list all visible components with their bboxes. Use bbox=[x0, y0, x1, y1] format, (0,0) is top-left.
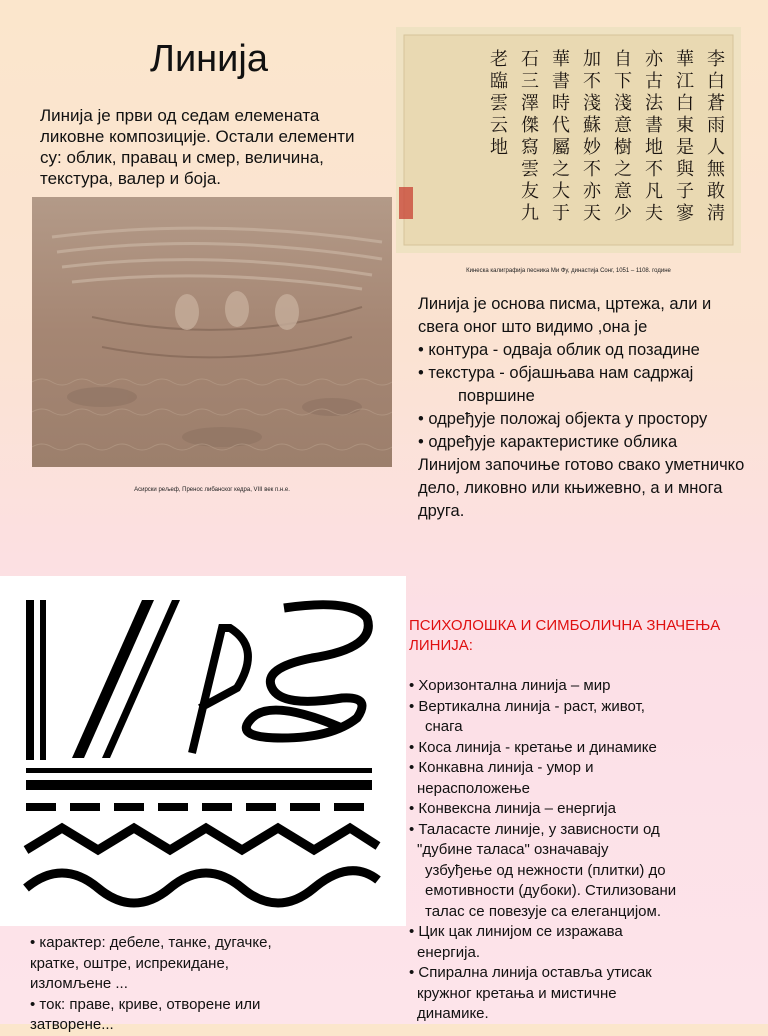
calligraphy-glyph: 加 bbox=[583, 49, 601, 70]
calligraphy-glyph: 人 bbox=[707, 137, 725, 158]
calligraphy-glyph: 亦 bbox=[583, 181, 601, 202]
calligraphy-glyph: 意 bbox=[614, 115, 632, 136]
calligraphy-glyph: 傑 bbox=[521, 115, 539, 136]
psychological-meanings bbox=[409, 616, 749, 1025]
psy-wavy-cont3: емотивности (дубоки). Стилизовани bbox=[425, 882, 677, 899]
calligraphy-glyph: 白 bbox=[707, 71, 725, 92]
calligraphy-glyph: 地 bbox=[490, 137, 508, 158]
chinese-calligraphy-image bbox=[396, 27, 741, 253]
calligraphy-glyph: 淺 bbox=[583, 93, 601, 114]
calligraphy-glyph: 華 bbox=[552, 49, 570, 70]
char-line5: затворене... bbox=[30, 1016, 114, 1033]
psychology-list bbox=[409, 676, 749, 1025]
calligraphy-glyph: 澤 bbox=[521, 93, 539, 114]
char-line2: кратке, оштре, испрекидане, bbox=[30, 954, 229, 972]
char-line3: изломљене ... bbox=[30, 975, 128, 992]
calligraphy-glyph: 寥 bbox=[676, 203, 694, 224]
calligraphy-glyph: 東 bbox=[676, 115, 694, 136]
calligraphy-glyph: 地 bbox=[645, 137, 663, 158]
calligraphy-glyph: 于 bbox=[552, 203, 570, 224]
calligraphy-glyph: 之 bbox=[614, 159, 632, 180]
calligraphy-glyph: 雲 bbox=[521, 159, 539, 180]
psy-wavy-cont4: талас се повезује са елеганцијом. bbox=[425, 902, 661, 920]
line-examples-illustration bbox=[12, 588, 392, 918]
calligraphy-glyph: 子 bbox=[676, 181, 694, 202]
psy-vertical-cont: снага bbox=[425, 718, 463, 735]
psy-wavy: • Таласасте линије, у зависности од bbox=[409, 820, 660, 838]
calligraphy-glyph: 大 bbox=[552, 181, 570, 202]
psy-spiral-cont1: кружног кретања и мистичне bbox=[417, 984, 617, 1002]
line-lead: Линија је основа писма, цртежа, али и свега оног што видимо ,она је bbox=[418, 295, 712, 336]
calligraphy-glyph: 江 bbox=[676, 71, 694, 92]
calligraphy-glyph: 蒼 bbox=[707, 93, 725, 114]
calligraphy-glyph: 時 bbox=[552, 93, 570, 114]
calligraphy-glyph: 云 bbox=[490, 115, 508, 136]
bullet-texture: • текстура - објашњава нам садржај bbox=[418, 364, 694, 382]
calligraphy-glyph: 無 bbox=[707, 159, 725, 180]
char-line1: • карактер: дебеле, танке, дугачке, bbox=[30, 934, 272, 951]
calligraphy-glyph: 樹 bbox=[614, 137, 632, 158]
calligraphy-glyph: 凡 bbox=[645, 181, 663, 202]
calligraphy-glyph: 夫 bbox=[645, 203, 663, 224]
calligraphy-glyph: 淺 bbox=[614, 93, 632, 114]
bullet-contour: • контура - одваја облик од позадине bbox=[418, 341, 700, 359]
char-line4: • ток: праве, криве, отворене или bbox=[30, 995, 261, 1013]
calligraphy-glyph: 不 bbox=[583, 159, 601, 180]
calligraphy-glyph: 與 bbox=[676, 159, 694, 180]
psy-zigzag-cont: енергија. bbox=[417, 943, 481, 961]
calligraphy-glyph: 雨 bbox=[707, 115, 725, 136]
calligraphy-glyph: 華 bbox=[676, 49, 694, 70]
calligraphy-glyph: 不 bbox=[645, 159, 663, 180]
bullet-shape: • одређује карактеристике облика bbox=[418, 433, 678, 451]
line-closing: Линијом започиње готово свако уметничко дело, ликовно или књижевно, а и многа друга. bbox=[418, 456, 745, 520]
calligraphy-glyph: 屬 bbox=[552, 137, 570, 158]
calligraphy-glyph: 李 bbox=[707, 49, 725, 70]
psy-concave: • Конкавна линија - умор и bbox=[409, 759, 594, 776]
bullet-texture-cont: површине bbox=[458, 387, 535, 405]
line-character-text bbox=[30, 933, 370, 1036]
calligraphy-glyph: 寫 bbox=[521, 137, 539, 158]
calligraphy-glyph: 是 bbox=[676, 137, 694, 158]
calligraphy-glyph: 書 bbox=[645, 115, 663, 136]
calligraphy-glyph: 九 bbox=[521, 203, 539, 224]
psy-horizontal: • Хоризонтална линија – мир bbox=[409, 677, 611, 694]
calligraphy-glyph: 下 bbox=[614, 71, 632, 92]
psy-wavy-cont2: узбуђење од нежности (плитки) до bbox=[425, 861, 666, 879]
calligraphy-glyph: 白 bbox=[676, 93, 694, 114]
psy-concave-cont: нерасположење bbox=[417, 779, 530, 797]
calligraphy-glyph: 淸 bbox=[707, 203, 725, 224]
calligraphy-glyph: 不 bbox=[583, 71, 601, 92]
calligraphy-caption: Кинеска калиграфија песника Ми Фу, династија Сонг, 1051 – 1108. године bbox=[466, 268, 671, 274]
psy-spiral-cont2: динамике. bbox=[417, 1005, 489, 1022]
calligraphy-glyph: 法 bbox=[645, 93, 663, 114]
calligraphy-glyph: 意 bbox=[614, 181, 632, 202]
calligraphy-glyph: 臨 bbox=[490, 71, 508, 92]
calligraphy-glyph: 妙 bbox=[583, 137, 601, 158]
psy-convex: • Конвексна линија – енергија bbox=[409, 800, 616, 817]
psychology-heading: ПСИХОЛОШКА И СИМБОЛИЧНА ЗНАЧЕЊА ЛИНИЈА: bbox=[409, 617, 721, 654]
calligraphy-glyph: 石 bbox=[521, 49, 539, 70]
calligraphy-glyph: 雲 bbox=[490, 93, 508, 114]
page-title: Линија bbox=[150, 38, 268, 80]
relief-caption: Асирски рељеф, Пренос либанског кедра, VIII век п.н.е. bbox=[134, 487, 290, 493]
psy-zigzag: • Цик цак линијом се изражава bbox=[409, 923, 623, 940]
intro-paragraph: Линија је први од седам елемената ликовне композиције. Остали елементи су: облик, правац и смер, величина, текстура, валер и боја. bbox=[40, 106, 355, 188]
calligraphy-glyph: 老 bbox=[490, 49, 508, 70]
calligraphy-glyph: 之 bbox=[552, 159, 570, 180]
calligraphy-glyph: 三 bbox=[521, 71, 539, 92]
calligraphy-glyph: 友 bbox=[521, 181, 539, 202]
calligraphy-glyph: 古 bbox=[645, 71, 663, 92]
calligraphy-glyph: 少 bbox=[614, 203, 632, 224]
calligraphy-glyph: 蘇 bbox=[583, 115, 601, 136]
psy-wavy-cont1: "дубине таласа" означавају bbox=[417, 841, 609, 858]
calligraphy-glyph: 代 bbox=[552, 115, 570, 136]
assyrian-relief-image bbox=[32, 197, 392, 467]
line-definition-text bbox=[418, 293, 753, 523]
psy-diagonal: • Коса линија - кретање и динамике bbox=[409, 738, 657, 756]
calligraphy-glyph: 書 bbox=[552, 71, 570, 92]
calligraphy-glyph: 天 bbox=[583, 203, 601, 224]
psy-vertical: • Вертикална линија - раст, живот, bbox=[409, 697, 645, 715]
calligraphy-glyph: 亦 bbox=[645, 49, 663, 70]
bullet-position: • одређује положај објекта у простору bbox=[418, 410, 708, 428]
calligraphy-glyph: 自 bbox=[614, 49, 632, 70]
psy-spiral: • Спирална линија оставља утисак bbox=[409, 964, 652, 981]
calligraphy-glyph: 敢 bbox=[707, 181, 725, 202]
